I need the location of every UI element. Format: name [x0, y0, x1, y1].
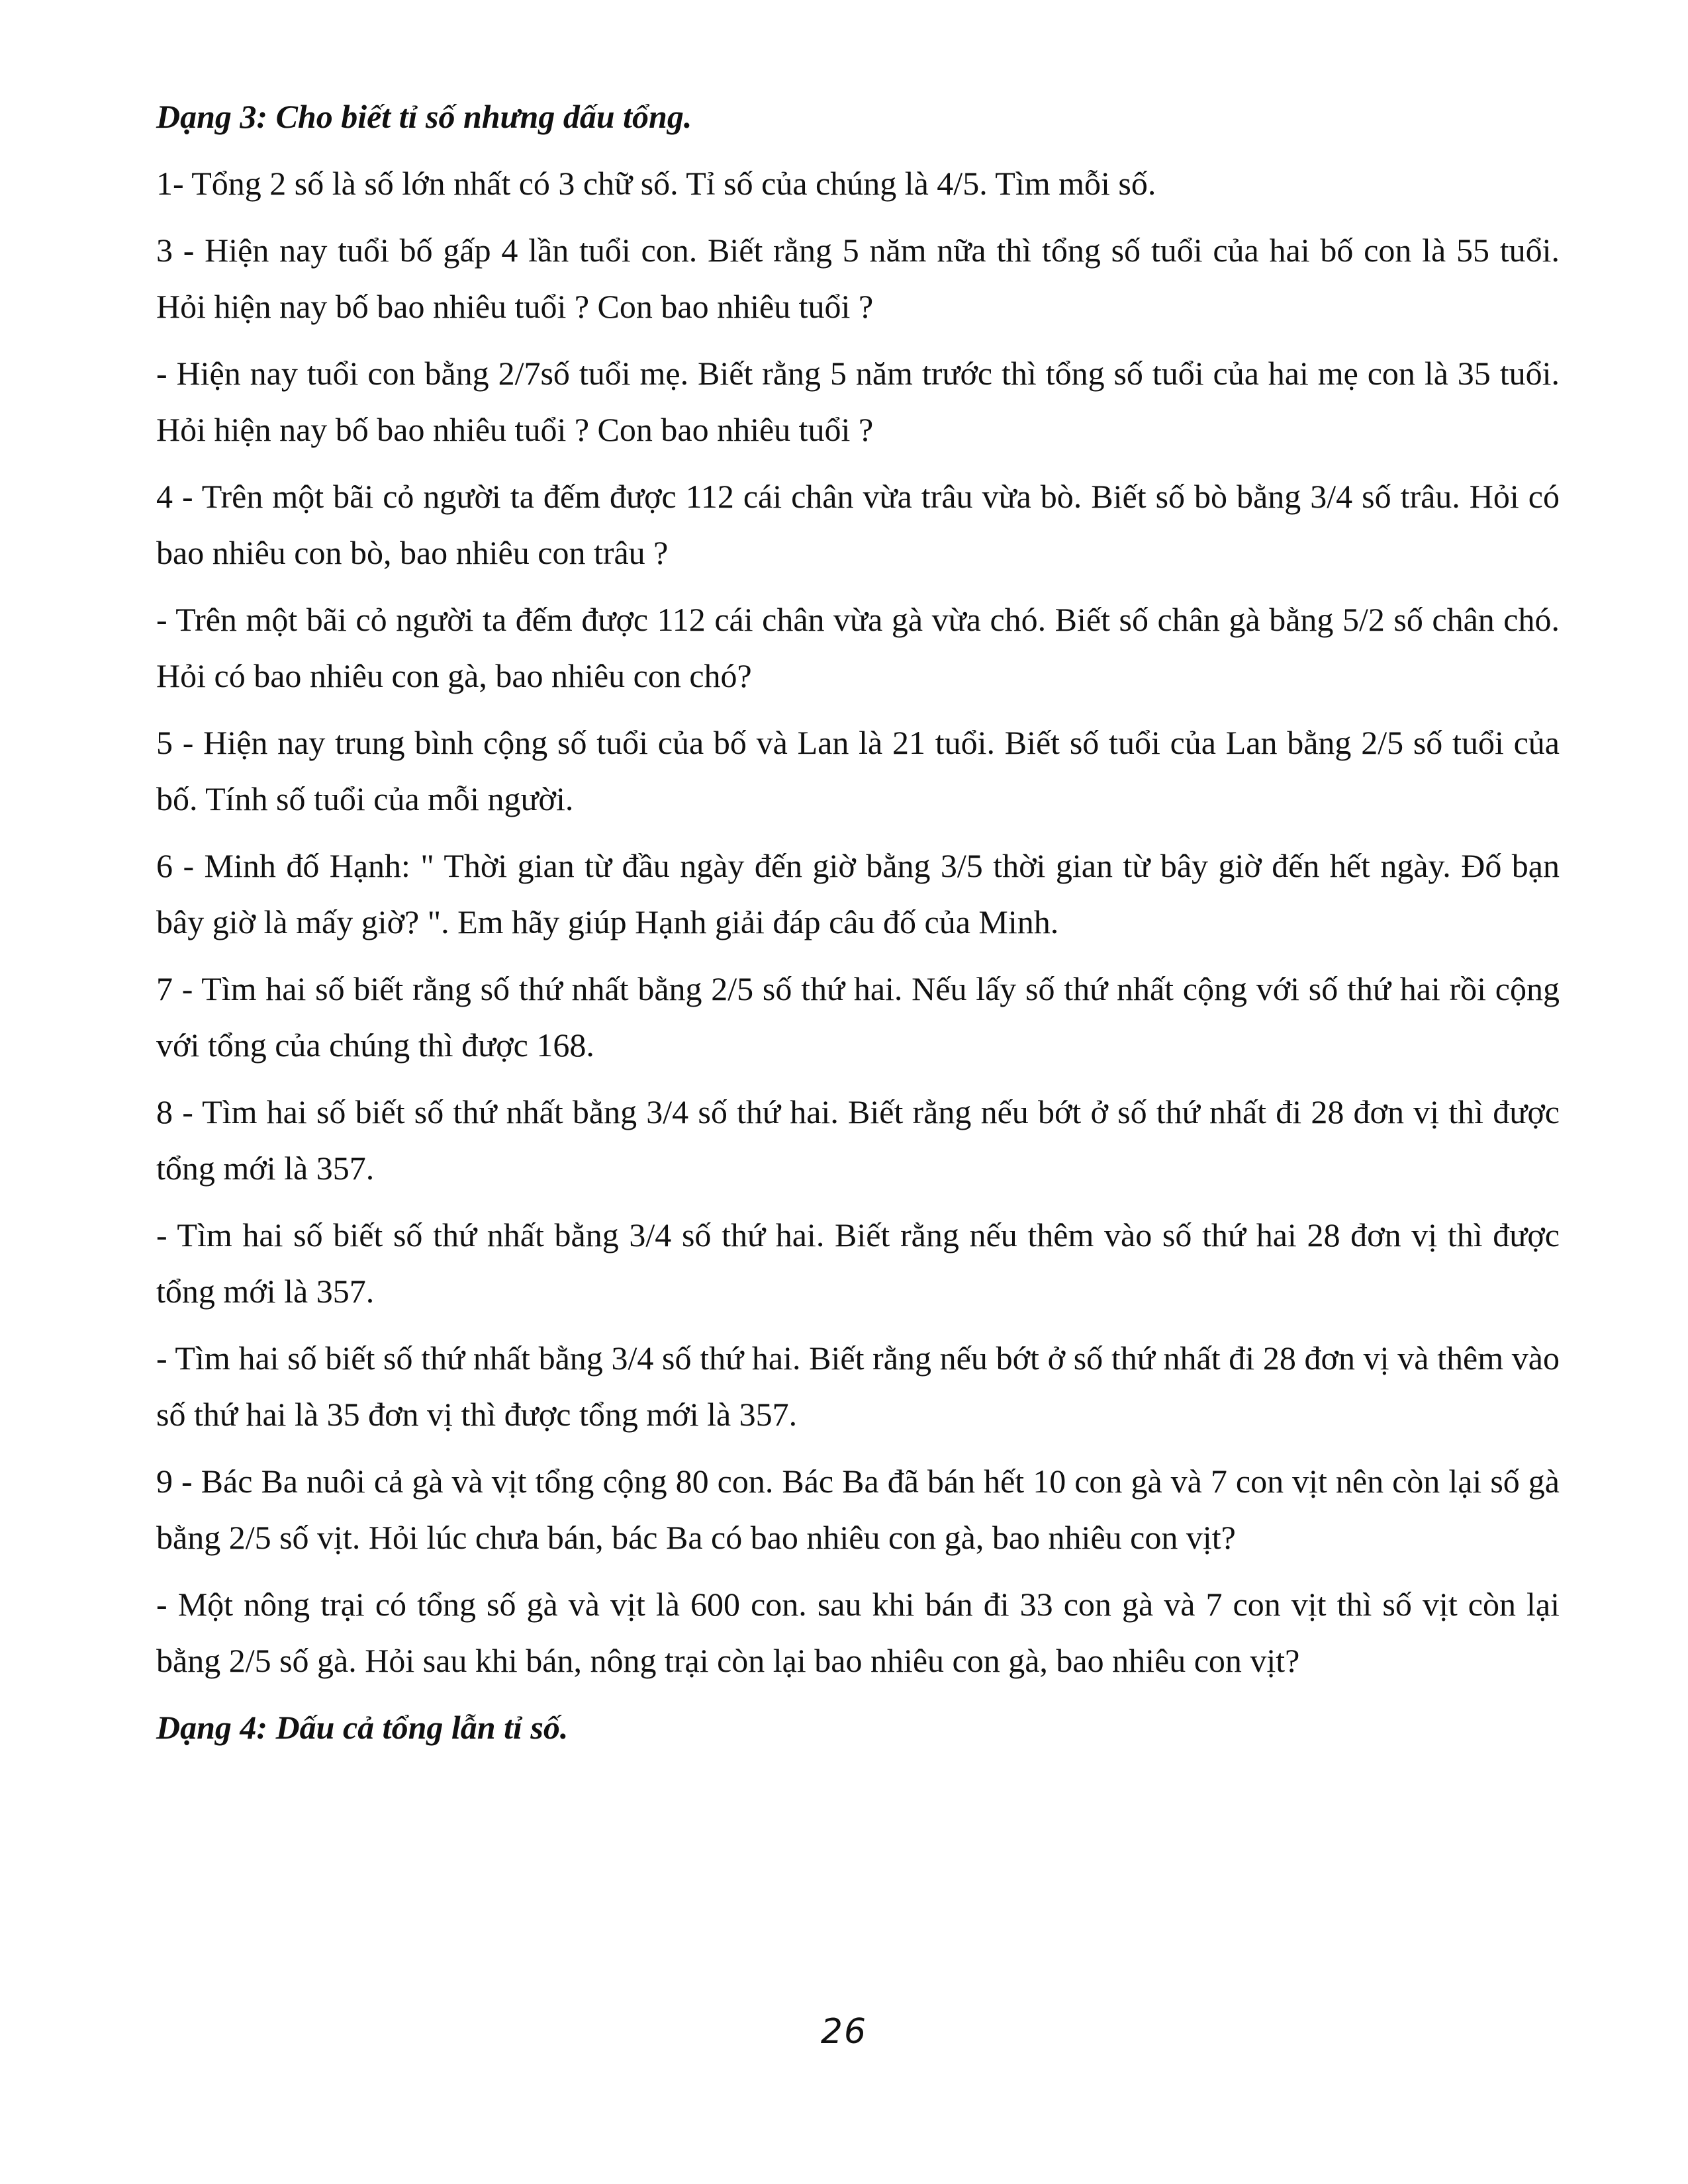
problem-8-variant-a: - Tìm hai số biết số thứ nhất bằng 3/4 số thứ hai. Biết rằng nếu thêm vào số thứ hai 28 đơn vị thì được tổng mới là 357. — [156, 1216, 1560, 1310]
problem-4: 4 - Trên một bãi cỏ người ta đếm được 112 cái chân vừa trâu vừa bò. Biết số bò bằng 3/4 số trâu. Hỏi có bao nhiêu con bò, bao nhiêu con trâu ? — [156, 478, 1560, 571]
problem-8-variant-b: - Tìm hai số biết số thứ nhất bằng 3/4 số thứ hai. Biết rằng nếu bớt ở số thứ nhất đi 28 đơn vị và thêm vào số thứ hai là 35 đơn vị thì được tổng mới là 357. — [156, 1340, 1560, 1433]
problem-9: 9 - Bác Ba nuôi cả gà và vịt tổng cộng 80 con. Bác Ba đã bán hết 10 con gà và 7 con vịt nên còn lại số gà bằng 2/5 số vịt. Hỏi lúc chưa bán, bác Ba có bao nhiêu con gà, bao nhiêu con vịt? — [156, 1463, 1560, 1556]
section-heading-dang-3: Dạng 3: Cho biết tỉ số nhưng dấu tổng. — [156, 98, 692, 135]
problem-8: 8 - Tìm hai số biết số thứ nhất bằng 3/4 số thứ hai. Biết rằng nếu bớt ở số thứ nhất đi 28 đơn vị thì được tổng mới là 357. — [156, 1093, 1560, 1187]
problem-3: 3 - Hiện nay tuổi bố gấp 4 lần tuổi con. Biết rằng 5 năm nữa thì tổng số tuổi của hai bố con là 55 tuổi. Hỏi hiện nay bố bao nhiêu tuổi ? Con bao nhiêu tuổi ? — [156, 232, 1560, 325]
page-number: 26 — [820, 2012, 868, 2052]
problem-1: 1- Tổng 2 số là số lớn nhất có 3 chữ số. Tỉ số của chúng là 4/5. Tìm mỗi số. — [156, 165, 1156, 202]
problem-4-variant: - Trên một bãi cỏ người ta đếm được 112 cái chân vừa gà vừa chó. Biết số chân gà bằng 5/2 số chân chó. Hỏi có bao nhiêu con gà, bao nhiêu con chó? — [156, 601, 1560, 694]
problem-5: 5 - Hiện nay trung bình cộng số tuổi của bố và Lan là 21 tuổi. Biết số tuổi của Lan bằng 2/5 số tuổi của bố. Tính số tuổi của mỗi người. — [156, 724, 1560, 817]
problem-6: 6 - Minh đố Hạnh: " Thời gian từ đầu ngày đến giờ bằng 3/5 thời gian từ bây giờ đến hết ngày. Đố bạn bây giờ là mấy giờ? ". Em hãy giúp Hạnh giải đáp câu đố của Minh. — [156, 847, 1560, 940]
problem-3-variant: - Hiện nay tuổi con bằng 2/7số tuổi mẹ. Biết rằng 5 năm trước thì tổng số tuổi của hai mẹ con là 35 tuổi. Hỏi hiện nay bố bao nhiêu tuổi ? Con bao nhiêu tuổi ? — [156, 355, 1560, 448]
problem-7: 7 - Tìm hai số biết rằng số thứ nhất bằng 2/5 số thứ hai. Nếu lấy số thứ nhất cộng với số thứ hai rồi cộng với tổng của chúng thì được 168. — [156, 970, 1560, 1064]
section-heading-dang-4: Dạng 4: Dấu cả tổng lẫn tỉ số. — [156, 1709, 569, 1746]
document-body — [156, 89, 1560, 1766]
problem-9-variant: - Một nông trại có tổng số gà và vịt là 600 con. sau khi bán đi 33 con gà và 7 con vịt thì số vịt còn lại bằng 2/5 số gà. Hỏi sau khi bán, nông trại còn lại bao nhiêu con gà, bao nhiêu con vịt? — [156, 1586, 1560, 1679]
